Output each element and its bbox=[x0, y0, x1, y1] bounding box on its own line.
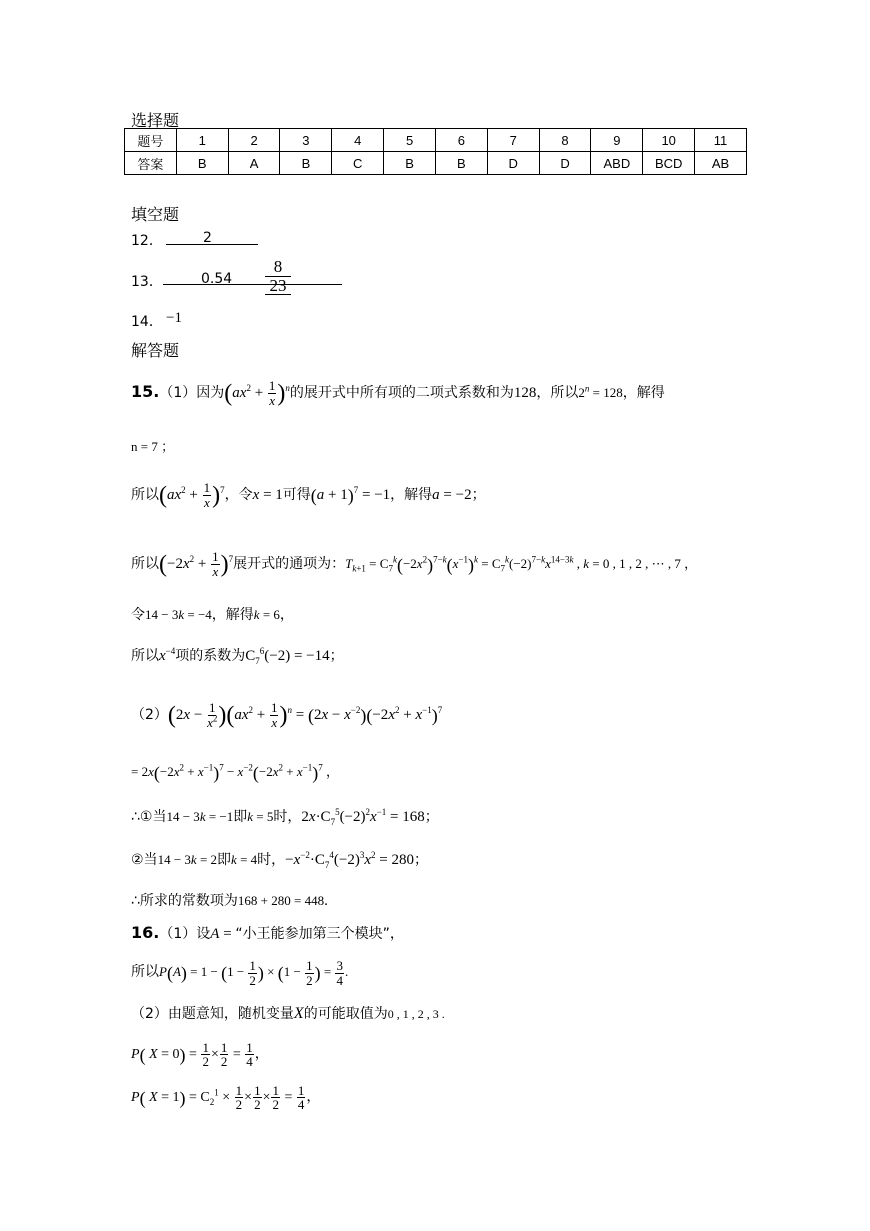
q13-underline bbox=[163, 284, 342, 285]
q15-l6-term: $x^{-4}$ bbox=[159, 646, 176, 664]
q15-l4-general-term: $T_{k+1} = C_7^k(-2x^2)^{7-k}(x^{-1})^k = C_7^k(-2)^{7-k}x^{14-3k}$ , k = 0 , 1 , 2 , ⋯ , 7 ， bbox=[345, 554, 698, 576]
q16-line-2 bbox=[131, 955, 348, 989]
q15-l3-text-a: 所以 bbox=[131, 487, 159, 503]
section-choice-title: 选择题 bbox=[131, 111, 180, 130]
table-cell: 11 bbox=[695, 129, 747, 152]
q16-l1-event: A = bbox=[210, 926, 236, 942]
q14-answer: −1 bbox=[166, 310, 182, 326]
q16-l3-text-b: 的可能取值为 bbox=[303, 1006, 388, 1022]
q15-l7-expression: (2x − $\frac{1}{x^2}$ )($ax^2$ + $\frac{1}{x}$ )$^n = (2x - x^{-2})(-2x^2 + x^{-1})^7$ bbox=[167, 700, 443, 731]
q15-l3-text-e: ； bbox=[471, 487, 486, 503]
q15-l6-text-b: 项的系数为 bbox=[175, 648, 246, 664]
table-cell: B bbox=[435, 152, 487, 175]
q15-line-2: n = 7 ； bbox=[131, 439, 175, 454]
table-cell: ABD bbox=[591, 152, 643, 175]
q15-l9-text-a: ∴①当 bbox=[131, 809, 167, 825]
table-cell: B bbox=[384, 152, 436, 175]
q15-l6-text-a: 所以 bbox=[131, 648, 159, 664]
q15-l3-result: a = −2 bbox=[432, 487, 472, 503]
q15-l5-text-a: 令 bbox=[131, 607, 145, 623]
q15-l10-equation: 14 − 3k = 2 bbox=[157, 852, 218, 867]
section-fill-title: 填空题 bbox=[131, 205, 180, 224]
table-row-answers bbox=[125, 152, 747, 175]
table-cell: 3 bbox=[280, 129, 332, 152]
q15-l3-x-eq-1: x = 1 bbox=[252, 487, 283, 503]
q15-line-7 bbox=[131, 697, 442, 733]
q16-l3-text-a: （2）由题意知，随机变量 bbox=[131, 1006, 294, 1022]
q15-l9-text-c: 时， bbox=[273, 809, 302, 825]
q15-l9-equation: 14 − 3k = −1 bbox=[166, 809, 234, 824]
q16-line-4: P( X = 0) = $\frac{1}{2}$ × $\frac{1}{2}$ = $\frac{1}{4}$ ， bbox=[131, 1039, 269, 1070]
q12-number: 12． bbox=[131, 233, 163, 249]
q15-l3-text-b: ，令 bbox=[224, 487, 253, 503]
q16-number: 16. bbox=[131, 923, 160, 942]
q15-l1-value: 128 bbox=[513, 385, 537, 401]
q15-l1-text-c: ，所以 bbox=[536, 385, 579, 401]
table-cell: B bbox=[176, 152, 228, 175]
answer-table bbox=[124, 128, 747, 175]
q15-l3-equation: $(a + 1)^7 = -1$ bbox=[310, 485, 391, 506]
table-cell: D bbox=[539, 152, 591, 175]
q15-line-6 bbox=[131, 645, 344, 665]
q15-l11-text-a: ∴所求的常数项为 bbox=[131, 893, 238, 909]
q13-fraction-numerator: 8 bbox=[273, 257, 283, 276]
q15-l6-text-c: ； bbox=[329, 648, 344, 664]
q15-l1-text-d: ，解得 bbox=[622, 385, 665, 401]
table-cell: A bbox=[228, 152, 280, 175]
table-cell: 9 bbox=[591, 129, 643, 152]
table-cell: C bbox=[332, 152, 384, 175]
q16-line-3 bbox=[131, 1003, 445, 1023]
q15-l1-expression: ($ax^2$ + $\frac{1}{x}$ )$^n$ bbox=[224, 378, 290, 409]
q15-l3-text-c: 可得 bbox=[282, 487, 311, 503]
q15-l6-coefficient: $C_7^6(-2) = -14$ bbox=[245, 646, 330, 666]
q15-l10-text-d: ； bbox=[413, 852, 428, 868]
q15-line-11 bbox=[131, 890, 328, 910]
table-cell: 10 bbox=[643, 129, 695, 152]
q15-l9-text-b: 即 bbox=[233, 809, 248, 825]
table-cell: 4 bbox=[332, 129, 384, 152]
q15-l4-text-a: 所以 bbox=[131, 556, 159, 572]
q16-l2-probability: P(A) = 1 − (1 − $\frac{1}{2}$ ) × (1 − $\frac{1}{2}$ ) = $\frac{3}{4}$ . bbox=[159, 957, 349, 988]
q13-answer-1: 0.54 bbox=[201, 271, 233, 287]
q15-line-1 bbox=[131, 374, 665, 411]
q15-l11-period: . bbox=[324, 893, 328, 909]
q15-l9-k: k = 5 bbox=[247, 809, 274, 824]
q15-l9-text-d: ； bbox=[424, 809, 439, 825]
q16-l1-text-a: （1）设 bbox=[159, 926, 211, 942]
table-cell: D bbox=[487, 152, 539, 175]
q15-l4-expression: ($-2x^2$ + $\frac{1}{x}$ )$^7$ bbox=[159, 549, 234, 580]
q15-l5-text-c: ， bbox=[279, 607, 294, 623]
q16-line-5: P( $X = 1) = C_2^1$ × $\frac{1}{2}$ × $\frac{1}{2}$ × $\frac{1}{2}$ = $\frac{1}{4}$ ， bbox=[131, 1082, 321, 1113]
q15-l1-equation: $2^n = 128$ bbox=[578, 383, 623, 400]
q15-l1-text-b: 的展开式中所有项的二项式系数和为 bbox=[289, 385, 514, 401]
q15-l10-text-c: 时， bbox=[257, 852, 286, 868]
q12-underline bbox=[166, 244, 258, 245]
q16-l3-variable: X bbox=[293, 1005, 304, 1022]
q15-line-3 bbox=[131, 477, 486, 513]
row-label-answer: 答案 bbox=[125, 152, 177, 175]
q15-l11-result: 168 + 280 = 448 bbox=[237, 893, 325, 908]
q15-l4-text-b: 展开式的通项为： bbox=[233, 556, 346, 572]
q15-line-5 bbox=[131, 604, 294, 624]
table-row-numbers bbox=[125, 129, 747, 152]
section-answer-title: 解答题 bbox=[131, 341, 180, 360]
q15-line-8: = $2x(-2x^2 + x^{-1})^7 - x^{-2}(-2x^2 + x^{-1})^7$ ， bbox=[131, 762, 339, 784]
table-cell: 6 bbox=[435, 129, 487, 152]
q15-l9-term: $2x\cdot C_7^5(-2)^2x^{-1} = 168$ bbox=[301, 807, 425, 827]
q15-l5-text-b: ，解得 bbox=[211, 607, 254, 623]
q15-line-10 bbox=[131, 849, 428, 869]
q14-number: 14． bbox=[131, 314, 163, 330]
q15-number: 15. bbox=[131, 382, 160, 401]
q15-l3-text-d: ，解得 bbox=[390, 487, 433, 503]
q15-l5-equation: 14 − 3k = −4 bbox=[145, 607, 212, 622]
table-cell: 2 bbox=[228, 129, 280, 152]
q15-l3-expression: ($ax^2$ + $\frac{1}{x}$ )$^7$ bbox=[159, 480, 225, 511]
q15-l10-text-b: 即 bbox=[217, 852, 232, 868]
q13-number: 13． bbox=[131, 274, 163, 290]
q15-l5-result: k = 6 bbox=[253, 607, 280, 622]
q15-part-2-label: （2） bbox=[131, 707, 168, 723]
q15-line-9 bbox=[131, 806, 439, 826]
table-cell: 7 bbox=[487, 129, 539, 152]
q13-fraction-denominator: 23 bbox=[265, 276, 291, 295]
q15-l1-text-a: （1）因为 bbox=[159, 385, 225, 401]
table-cell: AB bbox=[695, 152, 747, 175]
q15-l10-k: k = 4 bbox=[231, 852, 258, 867]
q15-l10-term: $-x^{-2}\cdot C_7^4(-2)^3x^2 = 280$ bbox=[285, 850, 414, 870]
q16-l1-text-b: “小王能参加第三个模块”， bbox=[235, 926, 404, 942]
table-cell: 8 bbox=[539, 129, 591, 152]
row-label-number: 题号 bbox=[125, 129, 177, 152]
q12-answer: 2 bbox=[203, 230, 212, 246]
q16-l3-values: 0 , 1 , 2 , 3 . bbox=[387, 1007, 445, 1021]
table-cell: B bbox=[280, 152, 332, 175]
q16-line-1 bbox=[131, 923, 404, 943]
q15-line-4 bbox=[131, 546, 697, 582]
table-cell: 5 bbox=[384, 129, 436, 152]
q16-l2-text-a: 所以 bbox=[131, 964, 159, 980]
table-cell: BCD bbox=[643, 152, 695, 175]
q15-l10-text-a: ②当 bbox=[131, 852, 158, 868]
q13-fraction bbox=[265, 258, 291, 295]
table-cell: 1 bbox=[176, 129, 228, 152]
